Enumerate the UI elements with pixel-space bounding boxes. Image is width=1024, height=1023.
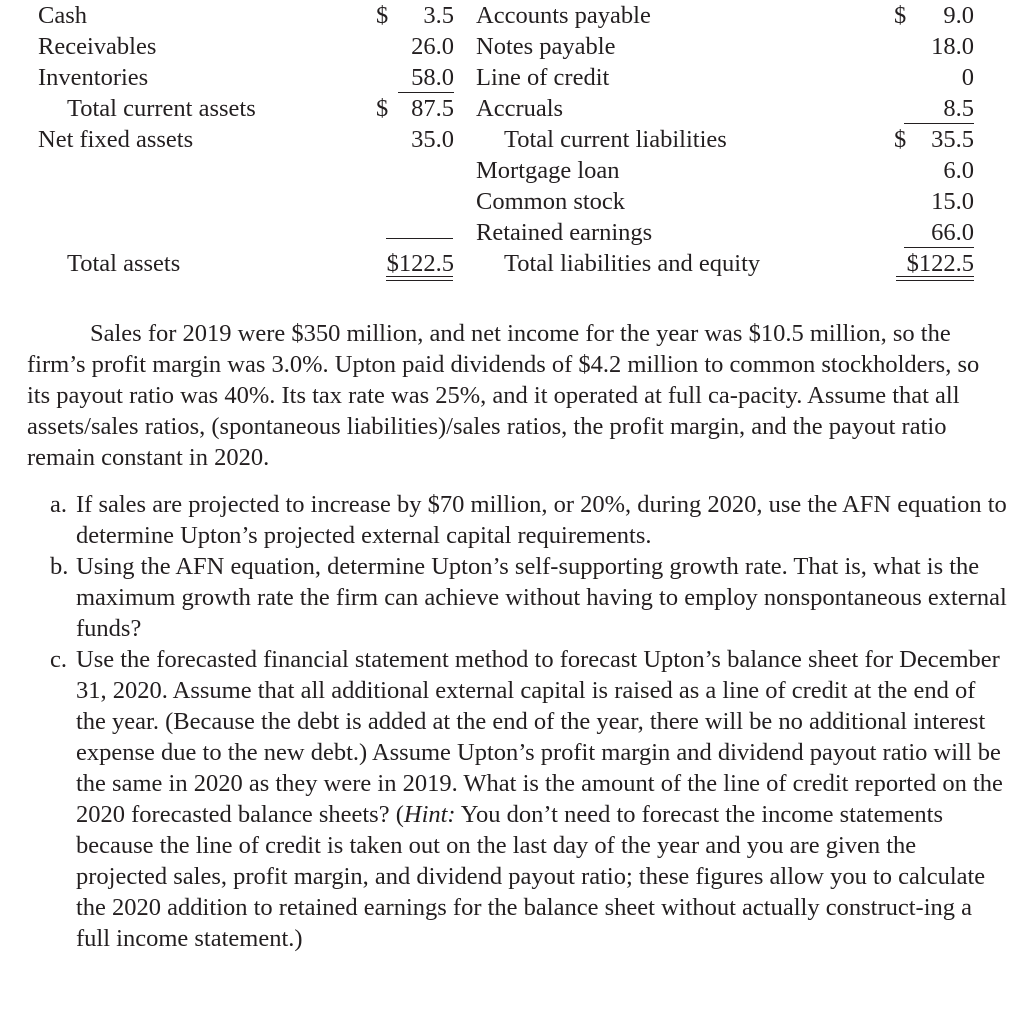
liab-label-notes-payable: Notes payable — [476, 33, 616, 60]
asset-value-net-fixed: 35.0 — [411, 126, 454, 153]
question-text: Use the forecasted financial statement method to forecast Upton’s balance sheet for December 31, 2020. Assume that all additional external capital is raised as a line of credit at the end of the year. (Because the debt is added at the end of the year, there will be no additional interest expense due to the new debt.) Assume Upton’s profit margin and dividend payout ratio will be the same in 2020 as they were in 2019. What is the amount of the line of credit reported on the 2020 forecasted balance sheets? (Hint: You don’t need to forecast the income statements because the line of credit is taken out on the last day of the year and you are given the projected sales, profit margin, and dividend payout ratio; these figures allow you to calculate the 2020 addition to retained earnings for the balance sheet without actually construct-ing a full income statement.) — [76, 646, 1003, 952]
liab-label-retained-earnings: Retained earnings — [476, 219, 653, 246]
liab-value-line-of-credit: 0 — [961, 64, 974, 91]
asset-value-receivables: 26.0 — [411, 33, 454, 60]
hint-label: Hint: — [403, 801, 456, 828]
question-b — [0, 551, 1024, 644]
total-assets-value: $122.5 — [386, 250, 454, 277]
question-letter: c. — [50, 646, 67, 673]
liab-label-line-of-credit: Line of credit — [476, 64, 610, 91]
total-liabilities-label: Total liabilities and equity — [504, 250, 761, 277]
asset-value-cash: 3.5 — [423, 2, 454, 29]
total-assets-label: Total assets — [67, 250, 181, 277]
asset-label-inventories: Inventories — [38, 64, 149, 91]
asset-dollar-cash: $ — [376, 2, 389, 29]
asset-label-total-current: Total current assets — [67, 95, 256, 122]
liab-label-accounts-payable: Accounts payable — [476, 2, 651, 29]
liab-label-mortgage: Mortgage loan — [476, 157, 620, 184]
liab-value-retained-earnings: 66.0 — [890, 217, 974, 248]
liab-value-accounts-payable: 9.0 — [943, 2, 974, 29]
total-liabilities-double-rule — [896, 276, 974, 281]
total-assets-double-rule — [386, 276, 453, 281]
liab-value-notes-payable: 18.0 — [931, 33, 974, 60]
question-letter: a. — [50, 491, 67, 518]
intro-paragraph: Sales for 2019 were $350 million, and net income for the year was $10.5 million, so the firm’s profit margin was 3.0%. Upton paid dividends of $4.2 million to common stockholders, so its payout ratio was 40%. Its tax rate was 25%, and it operated at full ca-pacity. Assume that all assets/sales ratios, (spontaneous liabilities)/sales ratios, the profit margin, and the payout ratio remain constant in 2020. — [27, 320, 980, 471]
asset-label-receivables: Receivables — [38, 33, 157, 60]
liab-value-accruals: 8.5 — [890, 93, 974, 124]
liab-value-common-stock: 15.0 — [931, 188, 974, 215]
liab-label-total-current: Total current liabilities — [504, 126, 727, 153]
liab-label-common-stock: Common stock — [476, 188, 626, 215]
problem-text — [0, 318, 1024, 954]
asset-value-total-current: 87.5 — [411, 95, 454, 122]
liab-dollar-accounts-payable: $ — [894, 2, 907, 29]
question-c — [0, 644, 1024, 954]
liab-dollar-total-current: $ — [894, 126, 907, 153]
asset-dollar-total-current: $ — [376, 95, 389, 122]
liab-value-mortgage: 6.0 — [943, 157, 974, 184]
liab-label-accruals: Accruals — [476, 95, 564, 122]
total-liabilities-value: $122.5 — [906, 250, 974, 277]
question-list — [0, 489, 1024, 954]
question-letter: b. — [50, 553, 69, 580]
asset-label-net-fixed: Net fixed assets — [38, 126, 194, 153]
balance-sheet — [0, 0, 1024, 290]
asset-label-cash: Cash — [38, 2, 87, 29]
question-text: If sales are projected to increase by $70 million, or 20%, during 2020, use the AFN equation to determine Upton’s projected external capital requirements. — [76, 491, 1007, 549]
question-a — [0, 489, 1024, 551]
liab-value-total-current: 35.5 — [931, 126, 974, 153]
asset-blank-rule — [386, 238, 453, 239]
asset-value-inventories: 58.0 — [380, 62, 454, 93]
question-text: Using the AFN equation, determine Upton’s self-supporting growth rate. That is, what is the maximum growth rate the firm can achieve without having to employ nonspontaneous external funds? — [76, 553, 1007, 642]
